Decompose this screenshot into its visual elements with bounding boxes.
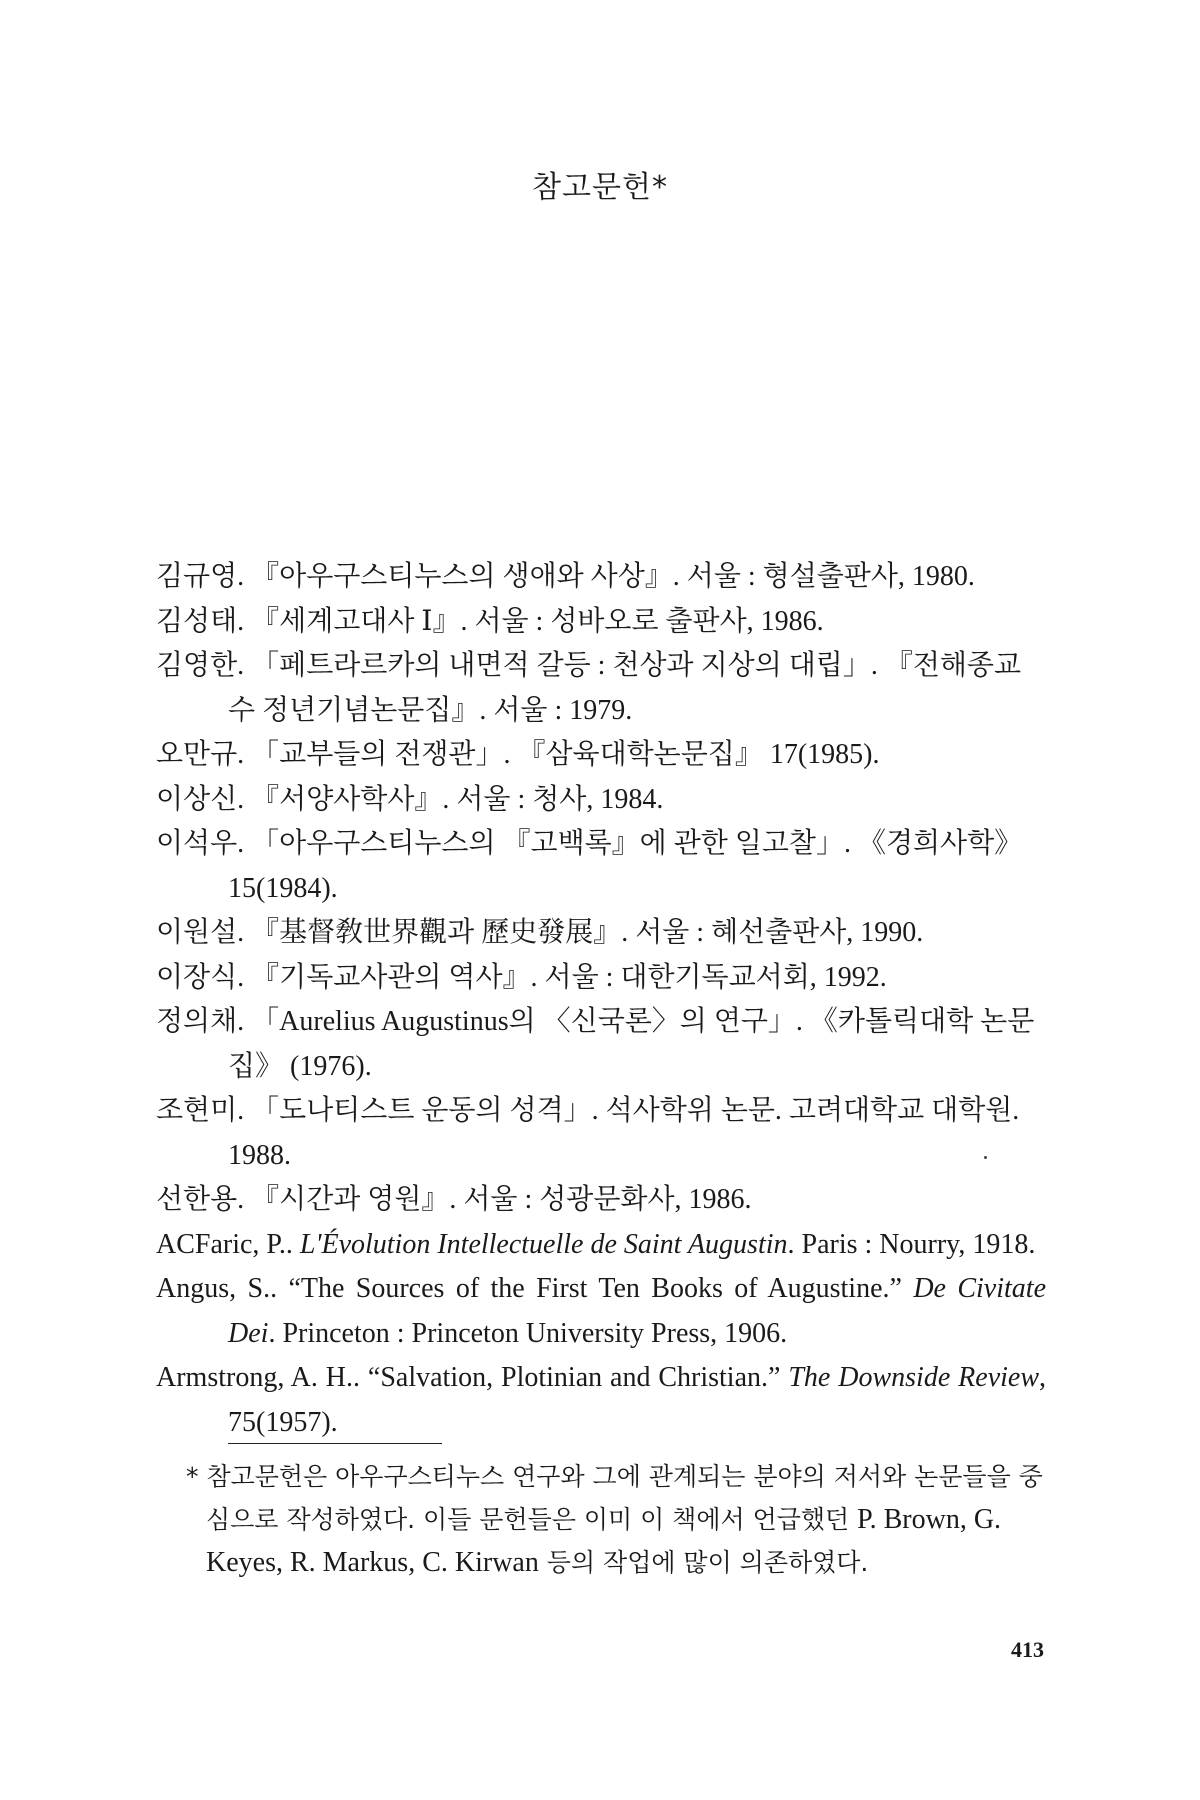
reference-author: ACFaric, P.. xyxy=(156,1228,300,1260)
reference-entry: 오만규. 「교부들의 전쟁관」. 『삼육대학논문집』 17(1985). xyxy=(156,739,880,770)
reference-entry-latin xyxy=(156,1356,1046,1445)
reference-work-title: L'Évolution Intellectuelle de Saint Augustin xyxy=(299,1228,788,1260)
page-number: 413 xyxy=(1011,1637,1044,1662)
reference-entry-latin xyxy=(156,1267,1046,1356)
stray-mark xyxy=(984,1156,987,1159)
reference-list xyxy=(156,555,1046,1445)
reference-entry-latin xyxy=(156,1223,1046,1268)
reference-publication: , 75(1957). xyxy=(228,1362,1046,1438)
footnote-text: 참고문헌은 아우구스티누스 연구와 그에 관계되는 분야의 저서와 논문들을 중심으로 작성하였다. 이들 문헌들은 이미 이 책에서 언급했던 xyxy=(206,1462,1043,1534)
footnote-text-end: 등의 작업에 많이 의존하였다. xyxy=(538,1548,869,1577)
reference-entry: 김규영. 『아우구스티누스의 생애와 사상』. 서울 : 형설출판사, 1980. xyxy=(156,561,975,592)
reference-entry: 선한용. 『시간과 영원』. 서울 : 성광문화사, 1986. xyxy=(156,1184,752,1215)
reference-work-title: De Civitate Dei xyxy=(228,1273,1047,1349)
reference-author: Angus, S.. “The Sources of the First Ten Books of Augustine.” xyxy=(156,1273,914,1304)
reference-entry: 이장식. 『기독교사관의 역사』. 서울 : 대한기독교서회, 1992. xyxy=(156,961,887,993)
reference-publication: . Princeton : Princeton University Press, 1906. xyxy=(268,1317,788,1349)
reference-entry: 정의채. 「Aurelius Augustinus의 〈신국론〉의 연구」. 《카톨릭대학 논문집》 (1976). xyxy=(156,1006,1035,1082)
reference-author: Armstrong, A. H.. “Salvation, Plotinian and Christian.” xyxy=(156,1362,789,1393)
reference-entry: 이상신. 『서양사학사』. 서울 : 청사, 1984. xyxy=(156,783,664,815)
footnote-marker: * xyxy=(186,1462,207,1491)
footnote-author-names: P. Brown, G. Keyes, R. Markus, C. Kirwan xyxy=(206,1504,1002,1578)
reference-publication: . Paris : Nourry, 1918. xyxy=(787,1228,1036,1260)
footnote-divider xyxy=(228,1443,442,1444)
reference-entry: 조현미. 「도나티스트 운동의 성격」. 석사학위 논문. 고려대학교 대학원. 1988. xyxy=(156,1095,1020,1171)
footnote xyxy=(186,1455,1066,1584)
reference-entry: 이원설. 『基督敎世界觀과 歷史發展』. 서울 : 혜선출판사, 1990. xyxy=(156,917,924,948)
reference-work-title: The Downside Review xyxy=(788,1362,1039,1393)
reference-entry: 이석우. 「아우구스티누스의 『고백록』에 관한 일고찰」. 《경희사학》 15(1984). xyxy=(156,828,1023,904)
reference-entry: 김성태. 『세계고대사 Ⅰ』. 서울 : 성바오로 출판사, 1986. xyxy=(156,605,824,637)
reference-entry: 김영한. 「페트라르카의 내면적 갈등 : 천상과 지상의 대립」. 『전해종교수 정년기념논문집』. 서울 : 1979. xyxy=(156,650,1022,726)
page-title: 참고문헌* xyxy=(532,170,668,205)
